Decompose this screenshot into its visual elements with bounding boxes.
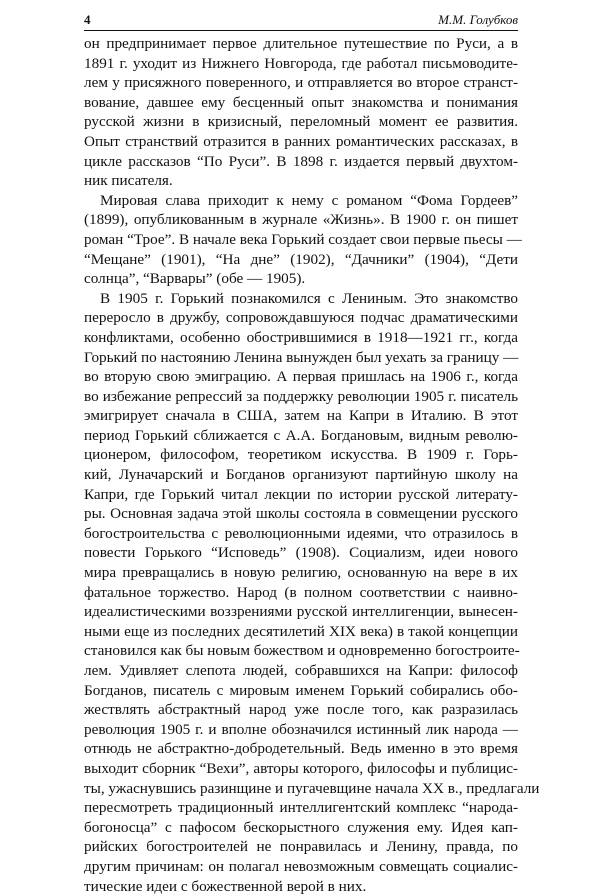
text-line: вование, давшее ему бесценный опыт знакомства и понимания [84, 93, 518, 111]
text-line: пересмотреть традиционный интеллигентский комплекс “народа- [84, 799, 518, 817]
text-line: эмигрирует сначала в США, затем на Капри в Италию. В этот [84, 407, 518, 425]
paragraph [84, 289, 540, 896]
text-line: конфликтами, особенно обострившимися в 1918—1921 гг., когда [84, 328, 518, 346]
text-line: жествлять абстрактный народ уже после того, как разразилась [84, 701, 518, 719]
text-line: фатальное торжество. Народ (в полном соответствии с наивно- [84, 583, 518, 601]
text-line: Горький по настоянию Ленина вынужден был уехать за границу — [84, 348, 519, 366]
text-line: повести Горького “Исповедь” (1908). Социализм, идеи нового [84, 544, 518, 562]
text-line: становился как бы новым божеством и одновременно богостроите- [84, 642, 520, 660]
text-line: лем у присяжного поверенного, и отправляется во второе странст- [84, 74, 518, 92]
text-line: ными еще из последних десятилетий XIX века) в такой концепции [84, 622, 518, 640]
paragraph [84, 191, 522, 289]
text-line: ник писателя. [84, 172, 173, 190]
text-line: солнца”, “Варвары” (обе — 1905). [84, 270, 306, 288]
text-line: он предпринимает первое длительное путешествие по Руси, а в [84, 35, 518, 52]
text-line: цикле рассказов “По Руси”. В 1898 г. издается первый двухтом- [84, 152, 518, 170]
text-line: отнюдь не абстрактно-добродетельный. Ведь именно в это время [84, 740, 518, 758]
text-line: революция 1905 г. и вполне обозначился истинный лик народа — [84, 720, 518, 738]
text-line: русской жизни в кризисный, переломный момент ее развития. [84, 113, 518, 131]
text-line: “Мещане” (1901), “На дне” (1902), “Дачники” (1904), “Дети [84, 250, 518, 268]
text-line: роман “Трое”. В начале века Горький создает свои первые пьесы — [84, 230, 522, 248]
running-header [84, 12, 518, 31]
text-line: другим причинам: он полагал невозможным совмещать социалис- [84, 857, 518, 875]
text-line: мира превращались в новую религию, основанную на вере в их [84, 564, 518, 582]
text-line: выходит сборник “Вехи”, авторы которого, философы и публицис- [84, 759, 518, 777]
text-line: ры. Основная задача этой школы состояла в совмещении русского [84, 505, 518, 523]
text-line: богоносца” с пафосом бескорыстного служения ему. Идея кап- [84, 818, 518, 836]
text-line: кий, Луначарский и Богданов организуют партийную школу на [84, 466, 518, 484]
text-line: рийских богостроителей не понравилась и Ленину, правда, по [84, 838, 518, 856]
text-line: во избежание репрессий за поддержку революции 1905 г. писатель [84, 387, 518, 405]
text-line: В 1905 г. Горький познакомился с Лениным. Это знакомство [100, 289, 518, 307]
text-line: период Горький сближается с А.А. Богдановым, видным револю- [84, 426, 518, 444]
text-line: (1899), опубликованным в журнале «Жизнь». В 1900 г. он пишет [84, 211, 518, 229]
text-line: Капри, где Горький читал лекции по истории русской литерату- [84, 485, 518, 503]
running-title: М.М. Голубков [438, 12, 518, 27]
text-line: 1891 г. уходит из Нижнего Новгорода, где работал письмоводите- [84, 54, 518, 72]
text-line: во вторую свою эмиграцию. А первая пришлась на 1906 г., когда [84, 368, 518, 386]
body-text [84, 34, 540, 896]
text-line: тические идеи с божественной верой в них. [84, 877, 367, 895]
text-line: Мировая слава приходит к нему с романом “Фома Гордеев” [100, 191, 518, 209]
text-line: идеалистическими воззрениями русской интеллигенции, вынесен- [84, 603, 518, 621]
text-line: Богданов, писатель с мировым именем Горький собирались обо- [84, 681, 518, 699]
paragraph [84, 34, 518, 191]
text-line: ционером, философом, теоретиком искусства. В 1909 г. Горь- [84, 446, 518, 464]
text-line: переросло в дружбу, сопровождавшуюся подчас драматическими [84, 309, 518, 327]
text-line: ты, ужаснувшись разинщине и пугачевщине начала XX в., предлагали [84, 779, 540, 797]
page-number: 4 [84, 12, 91, 27]
text-line: Опыт странствий отразится в ранних романтических рассказах, в [84, 132, 518, 150]
text-line: богостроительства с революционными идеями, что отразилось в [84, 524, 518, 542]
text-line: лем. Удивляет слепота людей, собравшихся на Капри: философ [84, 662, 518, 679]
